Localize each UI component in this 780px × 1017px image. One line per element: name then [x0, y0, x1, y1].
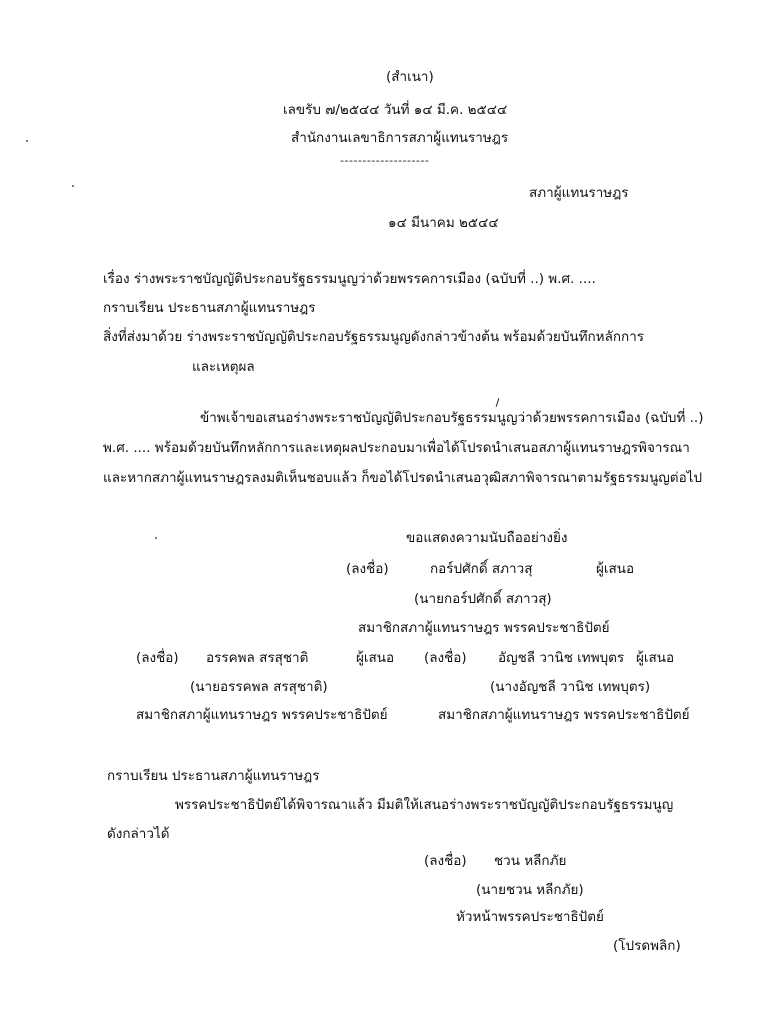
left-sign-label: (ลงชื่อ) — [136, 650, 179, 666]
leader-full-name: (นายชวน หลีกภัย) — [476, 882, 584, 898]
right-sign-label: (ลงชื่อ) — [424, 650, 467, 666]
receipt-line: เลขรับ ๗/๒๕๔๔ วันที่ ๑๔ มี.ค. ๒๕๔๔ — [283, 102, 508, 118]
scan-speck — [72, 185, 74, 187]
left-signer-name: อรรคพล สรสุชาติ — [206, 650, 309, 666]
main-signer-role: ผู้เสนอ — [596, 561, 635, 577]
endorsement-line-2: ดังกล่าวได้ — [107, 826, 170, 842]
enclosure-line-1: สิ่งที่ส่งมาด้วย ร่างพระราชบัญญัติประกอบรัฐธรรมนูญดังกล่าวข้างต้น พร้อมด้วยบันทึกหลักการ — [103, 329, 645, 345]
scan-speck — [155, 537, 157, 539]
endorsement-salutation: กราบเรียน ประธานสภาผู้แทนราษฎร — [107, 768, 320, 784]
left-signer-full-name: (นายอรรคพล สรสุชาติ) — [190, 679, 328, 695]
right-signer-full-name: (นางอัญชลี วานิช เทพบุตร) — [490, 679, 651, 695]
salutation: กราบเรียน ประธานสภาผู้แทนราษฎร — [103, 300, 316, 316]
main-signer-full-name: (นายกอร์ปศักดิ์ สภาวสุ) — [414, 591, 552, 607]
right-signer-name: อัญชลี วานิช เทพบุตร — [498, 650, 625, 666]
header-divider: -------------------- — [340, 154, 430, 167]
subject-line: เรื่อง ร่างพระราชบัญญัติประกอบรัฐธรรมนูญว่าด้วยพรรคการเมือง (ฉบับที่ ..) พ.ศ. .... — [103, 271, 596, 287]
leader-name: ชวน หลีกภัย — [494, 853, 567, 869]
pen-mark — [496, 398, 500, 407]
right-signer-role: ผู้เสนอ — [636, 650, 675, 666]
right-signer-position: สมาชิกสภาผู้แทนราษฎร พรรคประชาธิปัตย์ — [438, 707, 690, 723]
copy-note: (สำเนา) — [386, 69, 434, 85]
turn-over-note: (โปรดพลิก) — [613, 938, 681, 954]
enclosure-line-2: และเหตุผล — [192, 359, 255, 375]
place: สภาผู้แทนราษฎร — [529, 185, 629, 201]
body-line-2: พ.ศ. .... พร้อมด้วยบันทึกหลักการและเหตุผลประกอบมาเพื่อได้โปรดนำเสนอสภาผู้แทนราษฎรพิจารณา — [103, 440, 690, 456]
main-sign-label: (ลงชื่อ) — [346, 561, 389, 577]
main-signer-name: กอร์ปศักดิ์ สภาวสุ — [430, 561, 533, 577]
office-name: สำนักงานเลขาธิการสภาผู้แทนราษฎร — [291, 130, 509, 146]
body-line-1: ข้าพเจ้าขอเสนอร่างพระราชบัญญัติประกอบรัฐธรรมนูญว่าด้วยพรรคการเมือง (ฉบับที่ ..) — [200, 410, 704, 426]
left-signer-position: สมาชิกสภาผู้แทนราษฎร พรรคประชาธิปัตย์ — [136, 707, 388, 723]
main-signer-position: สมาชิกสภาผู้แทนราษฎร พรรคประชาธิปัตย์ — [358, 620, 610, 636]
leader-sign-label: (ลงชื่อ) — [424, 853, 467, 869]
document-date: ๑๔ มีนาคม ๒๕๔๔ — [388, 215, 499, 231]
left-signer-role: ผู้เสนอ — [356, 650, 395, 666]
leader-position: หัวหน้าพรรคประชาธิปัตย์ — [456, 909, 604, 925]
endorsement-line-1: พรรคประชาธิปัตย์ได้พิจารณาแล้ว มีมติให้เสนอร่างพระราชบัญญัติประกอบรัฐธรรมนูญ — [175, 797, 674, 813]
closing-phrase: ขอแสดงความนับถืออย่างยิ่ง — [406, 530, 568, 546]
scan-speck — [26, 140, 28, 142]
body-line-3: และหากสภาผู้แทนราษฎรลงมติเห็นชอบแล้ว ก็ขอได้โปรดนำเสนอวุฒิสภาพิจารณาตามรัฐธรรมนูญต่อไป — [103, 470, 703, 486]
